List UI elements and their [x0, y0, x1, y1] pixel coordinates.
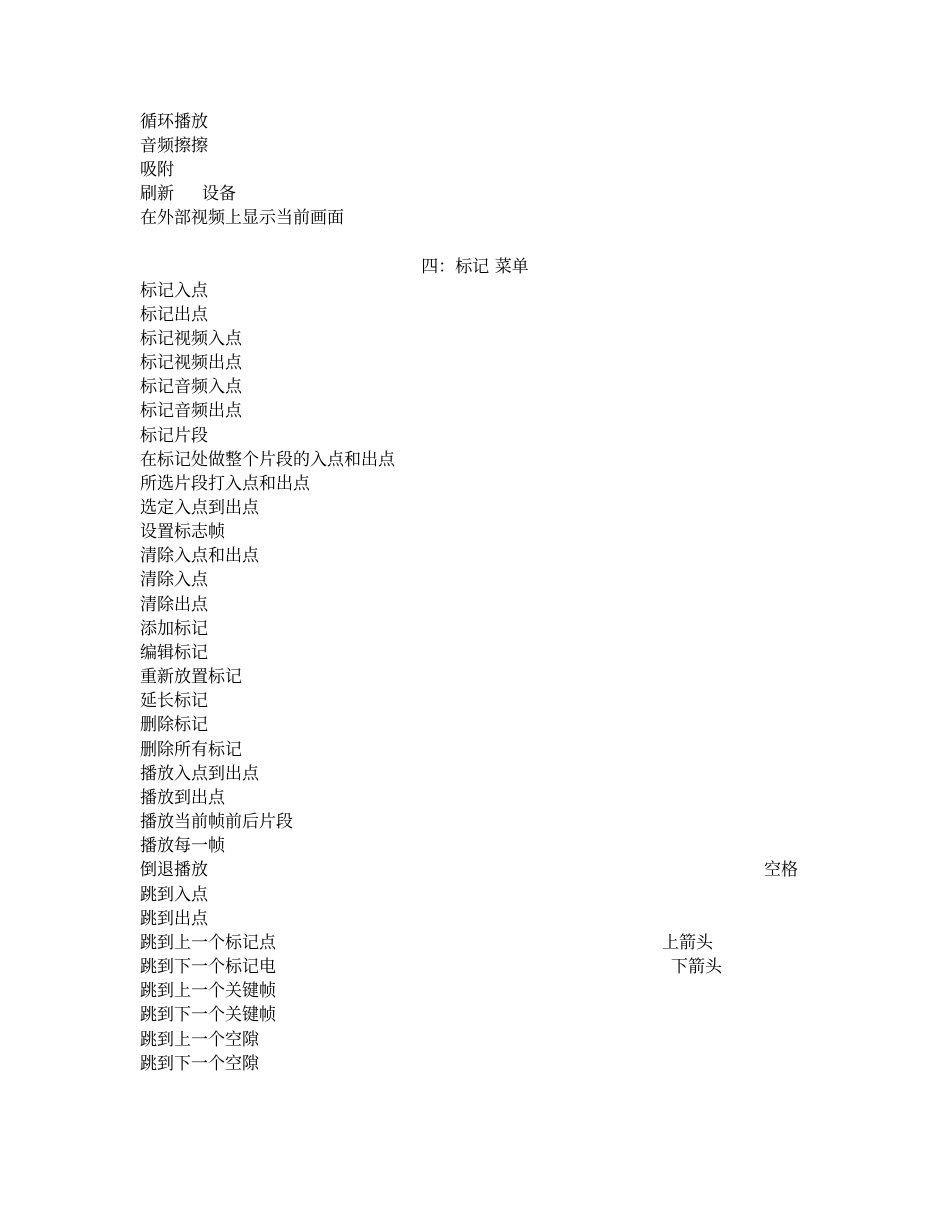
mark-item: 标记片段 — [140, 426, 208, 446]
section-title: 四：标记 菜单 — [421, 257, 529, 277]
mark-item: 跳到下一个空隙 — [140, 1054, 259, 1074]
mark-item-reverse-play: 倒退播放 — [140, 860, 208, 880]
mark-item: 清除入点和出点 — [140, 546, 259, 566]
mark-item: 选定入点到出点 — [140, 498, 259, 518]
mark-item: 跳到上一个关键帧 — [140, 981, 276, 1001]
shortcut-next-marker: 下箭头 — [671, 957, 722, 977]
menu-item-refresh-devices — [140, 182, 236, 206]
mark-item: 删除标记 — [140, 715, 208, 735]
mark-item: 清除出点 — [140, 595, 208, 615]
menu-item-external-video: 在外部视频上显示当前画面 — [140, 208, 344, 228]
shortcut-reverse-play: 空格 — [764, 860, 798, 880]
mark-item: 添加标记 — [140, 619, 208, 639]
mark-item: 重新放置标记 — [140, 667, 242, 687]
mark-item-next-marker: 跳到下一个标记电 — [140, 957, 276, 977]
mark-item: 标记视频出点 — [140, 353, 242, 373]
mark-item: 播放入点到出点 — [140, 764, 259, 784]
mark-item: 跳到上一个空隙 — [140, 1030, 259, 1050]
mark-item: 设置标志帧 — [140, 522, 225, 542]
shortcut-prev-marker: 上箭头 — [662, 933, 713, 953]
menu-item-snap: 吸附 — [140, 160, 174, 180]
mark-item: 编辑标记 — [140, 643, 208, 663]
menu-item-loop-play: 循环播放 — [140, 112, 208, 132]
mark-item: 播放每一帧 — [140, 836, 225, 856]
mark-item: 标记音频入点 — [140, 377, 242, 397]
mark-item: 标记视频入点 — [140, 329, 242, 349]
mark-item: 跳到入点 — [140, 885, 208, 905]
mark-item: 所选片段打入点和出点 — [140, 474, 310, 494]
mark-item: 标记音频出点 — [140, 401, 242, 421]
mark-item: 跳到出点 — [140, 909, 208, 929]
mark-item: 清除入点 — [140, 570, 208, 590]
mark-item: 跳到下一个关键帧 — [140, 1005, 276, 1025]
refresh-label: 刷新 — [140, 184, 174, 204]
mark-item: 在标记处做整个片段的入点和出点 — [140, 450, 395, 470]
mark-item: 延长标记 — [140, 691, 208, 711]
mark-item-prev-marker: 跳到上一个标记点 — [140, 933, 276, 953]
devices-label: 设备 — [202, 184, 236, 204]
mark-item: 标记出点 — [140, 305, 208, 325]
mark-item: 标记入点 — [140, 281, 208, 301]
menu-item-audio-scrub: 音频擦擦 — [140, 136, 208, 156]
mark-item: 播放当前帧前后片段 — [140, 812, 293, 832]
mark-item: 播放到出点 — [140, 788, 225, 808]
mark-item: 删除所有标记 — [140, 740, 242, 760]
